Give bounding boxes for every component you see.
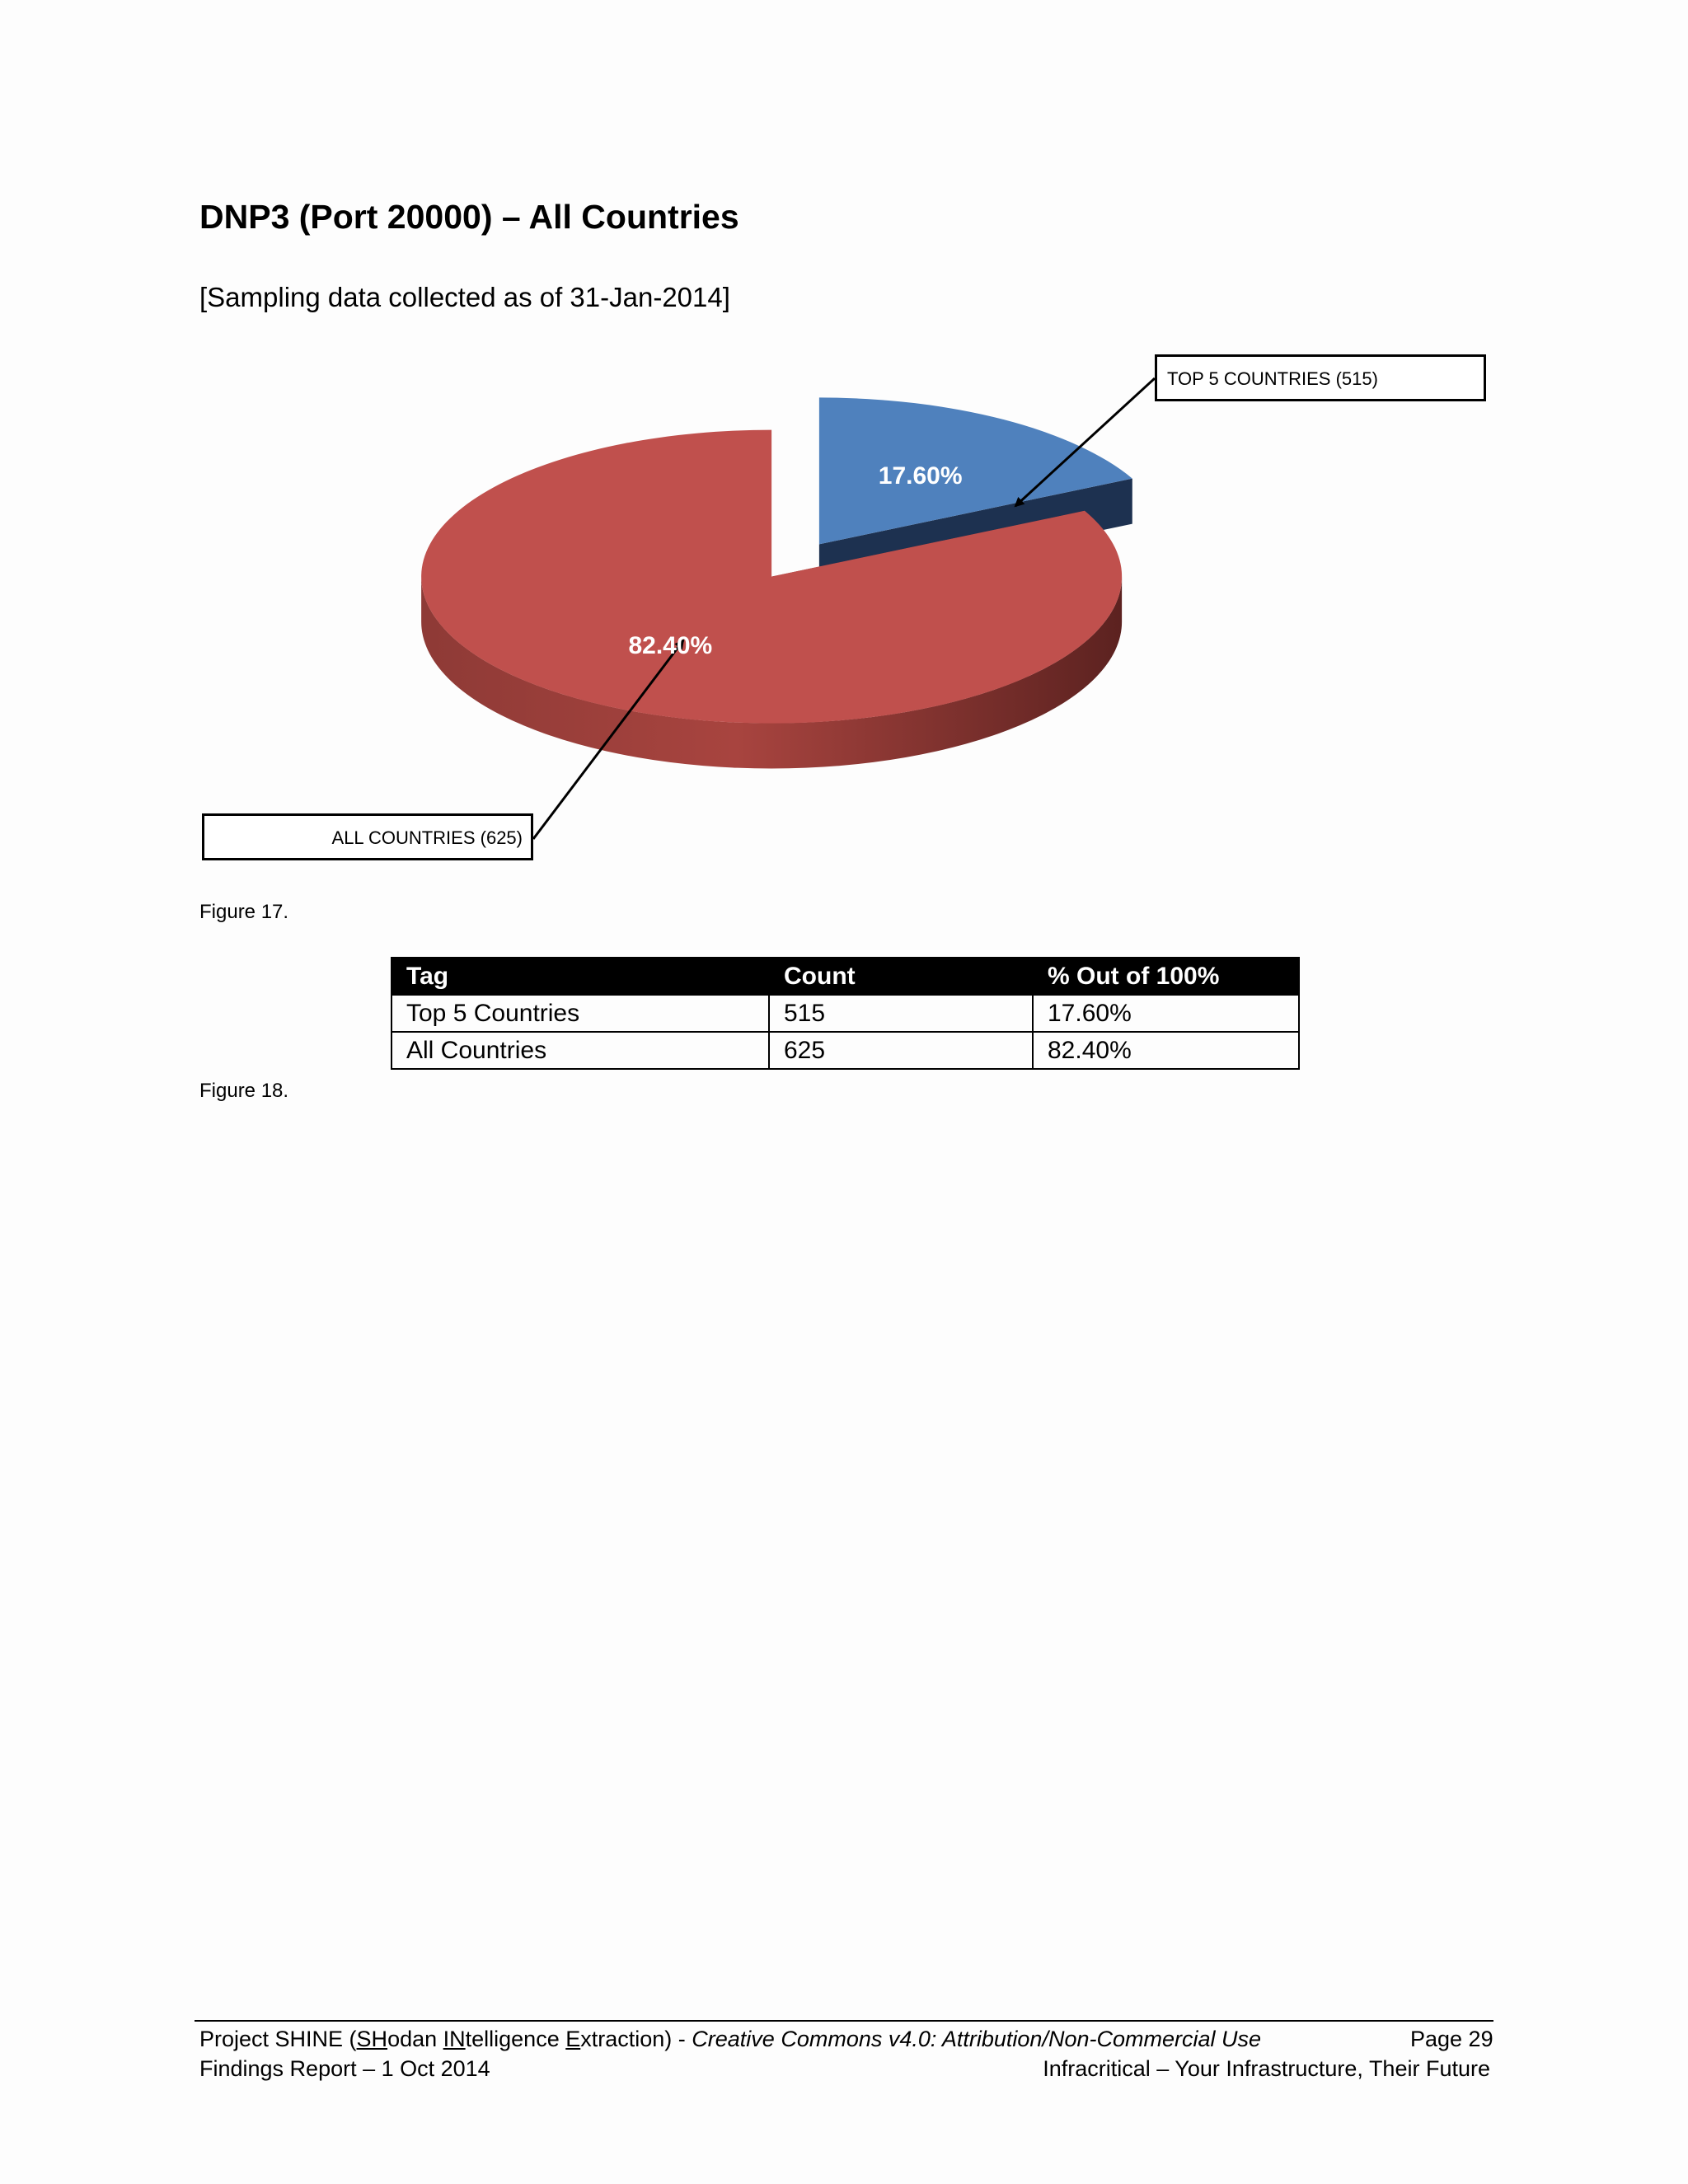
cell-count: 515 [769,995,1033,1032]
footer-report-date: Findings Report – 1 Oct 2014 [199,2056,490,2081]
footer-page-number: Page 29 [1410,2027,1493,2051]
footer-xtraction: xtraction) - [580,2027,692,2051]
footer-tagline: Infracritical – Your Infrastructure, Their Future [1043,2056,1490,2081]
figure-17-caption: Figure 17. [199,901,289,923]
page-title: DNP3 (Port 20000) – All Countries [199,198,739,236]
cell-percent: 17.60% [1033,995,1299,1032]
header-count: Count [769,958,1033,995]
footer-license: Creative Commons v4.0: Attribution/Non-Commercial Use [692,2027,1262,2051]
footer-odan: odan [387,2027,443,2051]
cell-percent: 82.40% [1033,1032,1299,1069]
table-header-row [392,958,1299,995]
label-top-5-countries-percent: 17.60% [878,462,963,490]
cell-count: 625 [769,1032,1033,1069]
footer-telligence: telligence [465,2027,566,2051]
table-row [392,995,1299,1032]
callout-all-countries: ALL COUNTRIES (625) [202,813,533,860]
label-all-countries-percent: 82.40% [628,631,713,659]
callout-top-5-countries: TOP 5 COUNTRIES (515) [1155,354,1486,401]
footer-rule [195,2020,1493,2022]
cell-tag: Top 5 Countries [392,995,769,1032]
pie-chart [0,0,1688,923]
header-percent: % Out of 100% [1033,958,1299,995]
footer-sh: SH [356,2027,388,2051]
data-table [391,957,1300,1070]
page-subtitle: [Sampling data collected as of 31-Jan-2014] [199,282,730,312]
footer-project-prefix: Project SHINE ( [199,2027,357,2051]
footer-project-line [199,2027,1261,2052]
footer-e: E [565,2027,581,2051]
table-row [392,1032,1299,1069]
figure-18-caption: Figure 18. [199,1080,289,1102]
footer-in: IN [443,2027,466,2051]
header-tag: Tag [392,958,769,995]
cell-tag: All Countries [392,1032,769,1069]
